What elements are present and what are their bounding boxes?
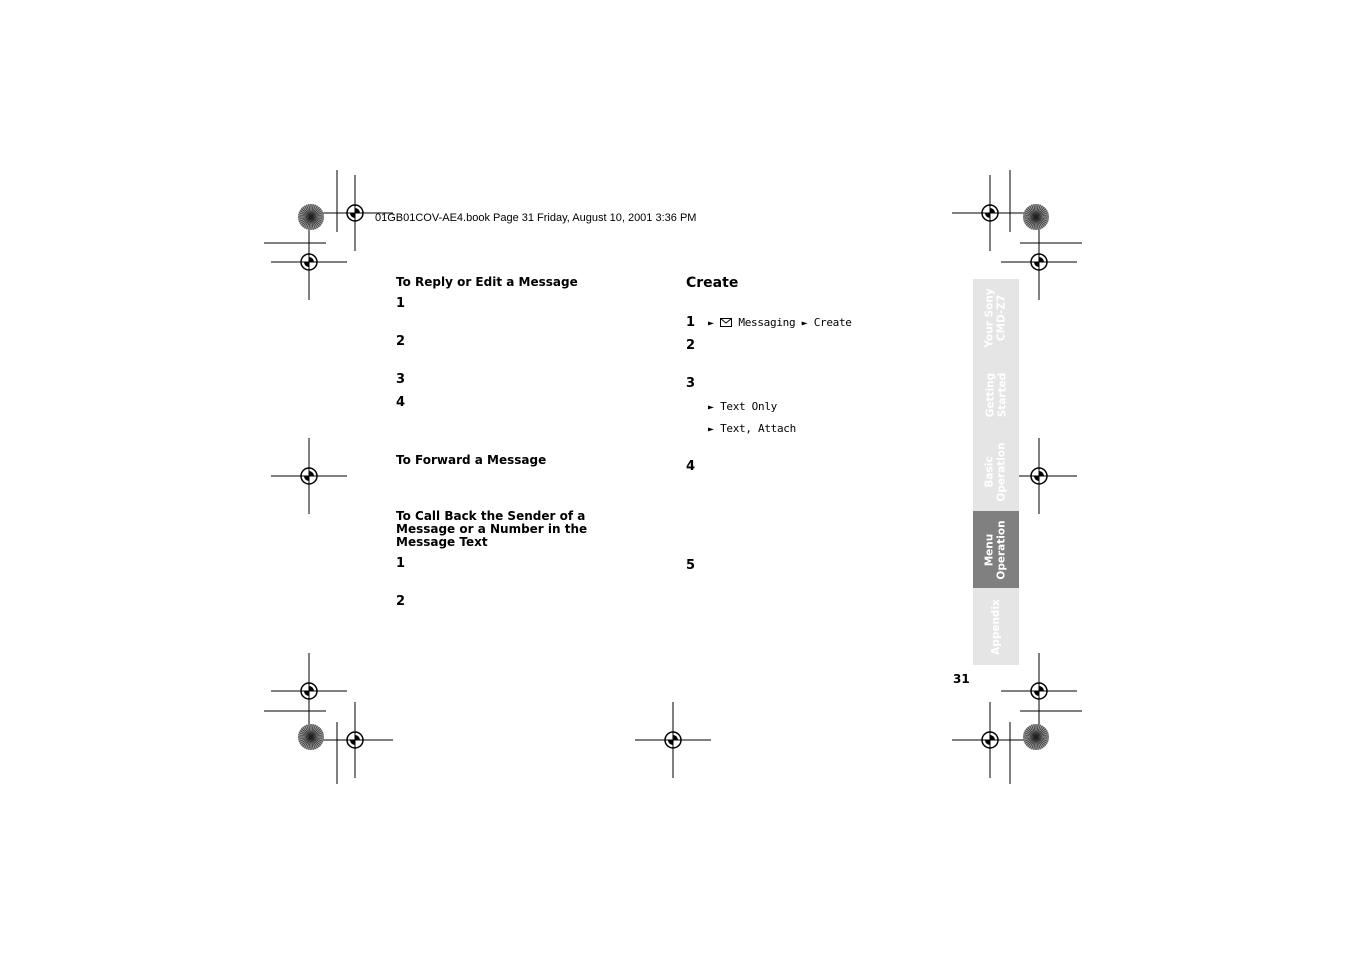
option-label: Text Only [720, 400, 777, 413]
arrow-right-icon: ► [708, 402, 714, 413]
create-step-2: 2 [686, 338, 696, 353]
side-tab-label: Menu Operation [984, 519, 1009, 580]
side-tab-menu-operation [973, 511, 1019, 588]
side-tab-appendix [973, 588, 1019, 665]
registration-mark-icon [271, 653, 347, 729]
create-step-1: 1 [686, 315, 696, 330]
side-tab-getting-started [973, 356, 1019, 433]
envelope-icon [720, 318, 732, 327]
registration-mark-icon [317, 702, 393, 778]
registration-mark-icon [952, 702, 1028, 778]
callback-heading-line: To Call Back the Sender of a [396, 509, 586, 523]
reply-step-3: 3 [396, 372, 406, 387]
create-heading: Create [686, 275, 739, 291]
side-tab-label: Your Sony CMD-Z7 [984, 287, 1009, 348]
callback-step-1: 1 [396, 556, 406, 571]
side-tab-label: Appendix [990, 598, 1002, 655]
option-label: Text, Attach [720, 422, 796, 435]
callback-heading [396, 510, 587, 549]
starburst-mark-icon [1023, 204, 1049, 230]
forward-heading: To Forward a Message [396, 453, 547, 467]
side-tab-your-sony [973, 279, 1019, 356]
reply-edit-heading: To Reply or Edit a Message [396, 275, 578, 289]
arrow-right-icon: ► [708, 318, 714, 329]
create-step-3: 3 [686, 376, 696, 391]
arrow-right-icon: ► [801, 318, 808, 329]
page-number: 31 [953, 672, 970, 686]
reply-step-1: 1 [396, 296, 406, 311]
arrow-right-icon: ► [708, 424, 714, 435]
option-text-only [708, 400, 777, 413]
callback-heading-line: Message or a Number in the [396, 522, 588, 536]
callback-step-2: 2 [396, 594, 406, 609]
registration-mark-icon [271, 224, 347, 300]
registration-mark-icon [635, 702, 711, 778]
side-tab-basic-operation [973, 433, 1019, 511]
starburst-mark-icon [298, 204, 324, 230]
create-menu-path [708, 316, 852, 329]
side-tab-label: Basic Operation [984, 442, 1009, 502]
reply-step-2: 2 [396, 334, 406, 349]
menu-create: Create [813, 316, 852, 329]
starburst-mark-icon [1023, 724, 1049, 750]
option-text-attach [708, 422, 796, 435]
registration-mark-icon [952, 175, 1028, 251]
create-step-4: 4 [686, 459, 696, 474]
starburst-mark-icon [298, 724, 324, 750]
create-step-5: 5 [686, 558, 696, 573]
reply-step-4: 4 [396, 395, 406, 410]
registration-mark-icon [271, 438, 347, 514]
print-header-line: 01GB01COV-AE4.book Page 31 Friday, August 10, 2001 3:36 PM [375, 212, 697, 224]
side-tab-label: Getting Started [983, 372, 1008, 417]
menu-messaging: Messaging [738, 316, 796, 329]
callback-heading-line: Message Text [396, 535, 488, 549]
